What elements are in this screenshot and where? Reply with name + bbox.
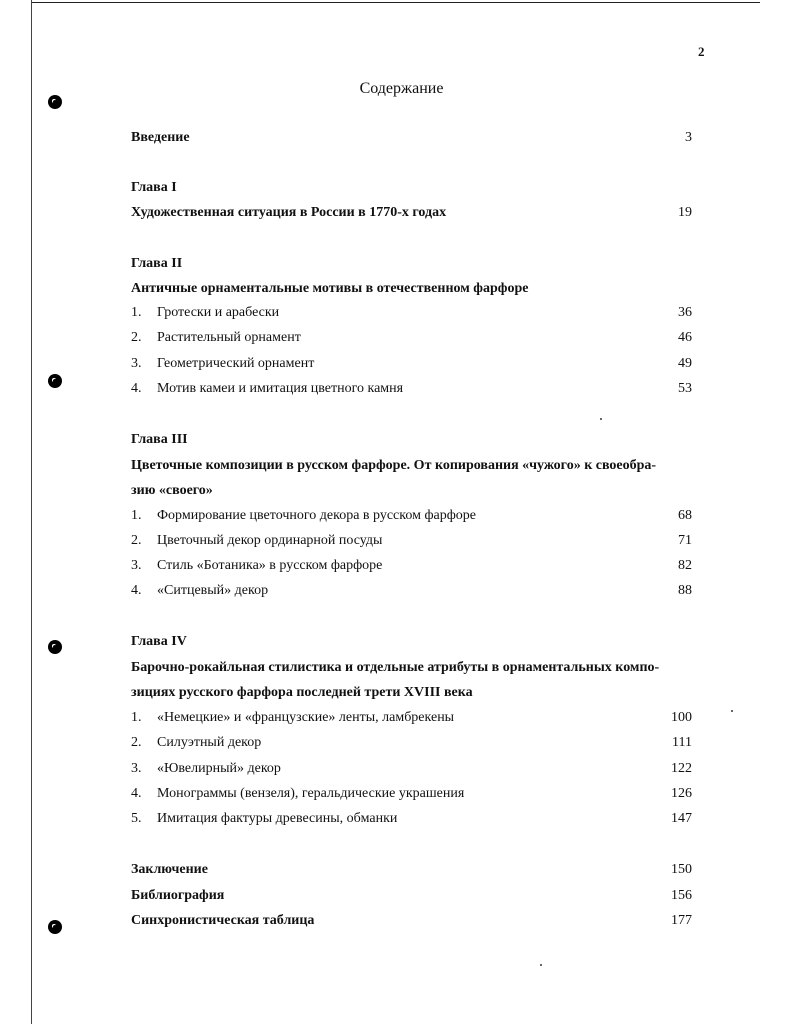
- toc-item-text: «Ювелирный» декор: [157, 761, 281, 776]
- toc-item-page: 53: [678, 381, 692, 396]
- toc-item-number: 2.: [131, 330, 142, 345]
- toc-item-text: Цветочный декор ординарной посуды: [157, 533, 383, 548]
- toc-item-page: 49: [678, 356, 692, 371]
- toc-item-number: 4.: [131, 583, 142, 598]
- toc-item-page: 82: [678, 558, 692, 573]
- toc-item-text: Мотив камеи и имитация цветного камня: [157, 381, 404, 396]
- left-scan-border: [31, 0, 32, 1024]
- toc-sync-table-page: 177: [671, 913, 692, 928]
- toc-item-number: 5.: [131, 811, 142, 826]
- page-title: Содержание: [359, 80, 444, 97]
- toc-item-number: 3.: [131, 761, 142, 776]
- toc-item-number: 1.: [131, 508, 142, 523]
- toc-intro-label: Введение: [131, 130, 190, 145]
- toc-item-text: Стиль «Ботаника» в русском фарфоре: [157, 558, 383, 573]
- toc-item-page: 147: [671, 811, 692, 826]
- toc-item-text: Растительный орнамент: [157, 330, 301, 345]
- top-scan-border: [32, 2, 760, 3]
- toc-item-page: 126: [671, 786, 692, 801]
- toc-item-page: 122: [671, 761, 692, 776]
- chapter-3-heading: Глава III: [131, 432, 188, 447]
- toc-item-number: 3.: [131, 558, 142, 573]
- toc-item-text: Силуэтный декор: [157, 735, 262, 750]
- toc-item-page: 100: [671, 710, 692, 725]
- chapter-1-heading: Глава I: [131, 180, 177, 195]
- chapter-2-heading: Глава II: [131, 256, 183, 271]
- toc-item-page: 36: [678, 305, 692, 320]
- toc-item-number: 2.: [131, 533, 142, 548]
- toc-item-text: «Ситцевый» декор: [157, 583, 269, 598]
- chapter-4-title-line-1: Барочно-рокайльная стилистика и отдельные атрибуты в орнаментальных компо-: [131, 660, 660, 675]
- chapter-1-title: Художественная ситуация в России в 1770-х годах: [131, 205, 447, 220]
- toc-sync-table-label: Синхронистическая таблица: [131, 913, 315, 928]
- toc-item-page: 46: [678, 330, 692, 345]
- toc-item-number: 1.: [131, 710, 142, 725]
- punch-hole-icon: [48, 374, 62, 388]
- punch-hole-icon: [48, 920, 62, 934]
- chapter-4-heading: Глава IV: [131, 634, 187, 649]
- toc-item-text: Гротески и арабески: [157, 305, 280, 320]
- toc-item-text: Имитация фактуры древесины, обманки: [157, 811, 398, 826]
- punch-hole-icon: [48, 640, 62, 654]
- toc-intro-page: 3: [685, 130, 692, 145]
- toc-bibliography-page: 156: [671, 888, 692, 903]
- scan-speck: [731, 710, 733, 712]
- chapter-1-page: 19: [678, 205, 692, 220]
- scan-speck: [540, 964, 542, 966]
- toc-conclusion-page: 150: [671, 862, 692, 877]
- toc-item-number: 3.: [131, 356, 142, 371]
- chapter-3-title-line-1: Цветочные композиции в русском фарфоре. От копирования «чужого» к своеобра-: [131, 458, 657, 473]
- chapter-4-title-line-2: зициях русского фарфора последней трети XVIII века: [131, 685, 473, 700]
- toc-item-page: 68: [678, 508, 692, 523]
- toc-item-text: Геометрический орнамент: [157, 356, 315, 371]
- toc-item-text: «Немецкие» и «французские» ленты, ламбрекены: [157, 710, 455, 725]
- chapter-3-title-line-2: зию «своего»: [131, 483, 213, 498]
- toc-item-page: 71: [678, 533, 692, 548]
- toc-conclusion-label: Заключение: [131, 862, 208, 877]
- toc-item-text: Формирование цветочного декора в русском фарфоре: [157, 508, 477, 523]
- toc-item-number: 2.: [131, 735, 142, 750]
- scan-speck: [600, 418, 602, 420]
- toc-item-page: 88: [678, 583, 692, 598]
- chapter-2-title: Античные орнаментальные мотивы в отечественном фарфоре: [131, 281, 529, 296]
- toc-item-number: 4.: [131, 381, 142, 396]
- page-number: 2: [698, 44, 705, 59]
- toc-item-number: 1.: [131, 305, 142, 320]
- toc-bibliography-label: Библиография: [131, 888, 225, 903]
- toc-item-text: Монограммы (вензеля), геральдические украшения: [157, 786, 465, 801]
- toc-item-number: 4.: [131, 786, 142, 801]
- toc-item-page: 111: [672, 735, 692, 750]
